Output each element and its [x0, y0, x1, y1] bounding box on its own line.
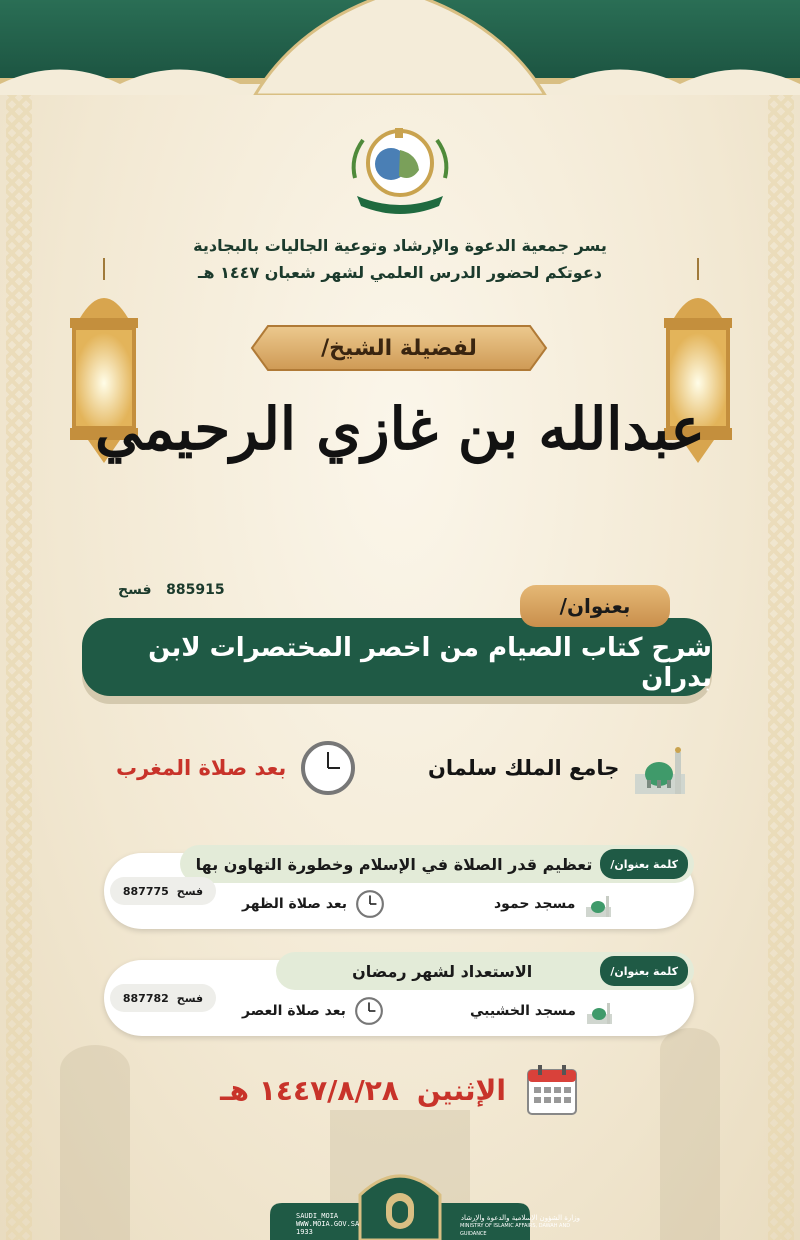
footer-ministry-ar: وزارة الشؤون الإسلامية والدعوة والإرشاد — [460, 1214, 580, 1222]
footer-phone: 1933 — [296, 1228, 313, 1236]
talk-title: الاستعداد لشهر رمضان — [352, 961, 533, 981]
main-time: بعد صلاة المغرب — [116, 756, 287, 780]
talk-fas — [110, 877, 216, 905]
talk-fas — [110, 984, 216, 1012]
footer-contacts — [296, 1212, 359, 1236]
main-mosque-name: جامع الملك سلمان — [428, 756, 620, 780]
footer-handle: SAUDI_MOIA — [296, 1212, 339, 1220]
footer-ministry-en: MINISTRY OF ISLAMIC AFFAIRS, DAWAH AND GUIDANCE — [460, 1223, 571, 1237]
lecture-title: شرح كتاب الصيام من اخصر المختصرات لابن بدران — [148, 633, 712, 693]
main-fas-number — [118, 582, 225, 598]
fas-number: 887782 — [122, 991, 169, 1005]
main-time-row — [116, 738, 356, 798]
talk-time: بعد صلاة العصر — [242, 1003, 346, 1019]
fas-number: 887775 — [122, 884, 169, 898]
top-green-band — [0, 0, 800, 95]
fas-label: فسح — [176, 884, 204, 898]
footer-site: WWW.MOIA.GOV.SA — [296, 1220, 360, 1228]
date-day: الإثنين — [416, 1073, 506, 1107]
talk-time: بعد صلاة الظهر — [242, 896, 348, 912]
association-logo — [345, 118, 455, 218]
talk-title: تعظيم قدر الصلاة في الإسلام وخطورة التهاون بها — [195, 854, 593, 874]
fas-number: 885915 — [166, 582, 225, 598]
talk-card — [104, 960, 694, 1036]
lecture-title-label: بعنوان/ — [520, 585, 670, 627]
talk-card — [104, 853, 694, 929]
date-value: ١٤٤٧/٨/٢٨ هـ — [220, 1073, 399, 1107]
fas-label: فسح — [118, 582, 152, 598]
sheikh-label: لفضيلة الشيخ/ — [321, 335, 477, 361]
mosque-icon — [583, 889, 613, 919]
intro-line-1: يسر جمعية الدعوة والإرشاد وتوعية الجاليات بالبجادية — [193, 236, 607, 255]
mosque-icon — [629, 738, 689, 798]
talk-time-row — [242, 996, 384, 1026]
calendar-icon — [524, 1062, 580, 1118]
footer-band — [0, 1165, 800, 1240]
talk-badge: كلمة بعنوان/ — [600, 956, 688, 986]
clock-icon — [300, 740, 356, 796]
talk-mosque: مسجد الخشيبي — [470, 1003, 576, 1019]
fas-label: فسح — [176, 991, 204, 1005]
talk-time-row — [242, 889, 385, 919]
intro-line-2: دعوتكم لحضور الدرس العلمي لشهر شعبان ١٤٤٧ هـ — [198, 263, 602, 282]
talk-title-bar — [276, 952, 694, 990]
footer-ministry — [460, 1214, 580, 1238]
talk-mosque-row — [494, 889, 613, 919]
sheikh-label-badge — [248, 322, 550, 374]
clock-icon — [355, 889, 385, 919]
main-mosque-row — [428, 738, 689, 798]
talk-badge: كلمة بعنوان/ — [600, 849, 688, 879]
sheikh-name: عبدالله بن غازي الرحيمي — [95, 395, 705, 463]
clock-icon — [354, 996, 384, 1026]
mosque-icon — [584, 996, 614, 1026]
talk-mosque-row — [470, 996, 614, 1026]
talk-mosque: مسجد حمود — [494, 896, 576, 912]
talk-title-bar — [180, 845, 694, 883]
date-row — [0, 1062, 800, 1118]
